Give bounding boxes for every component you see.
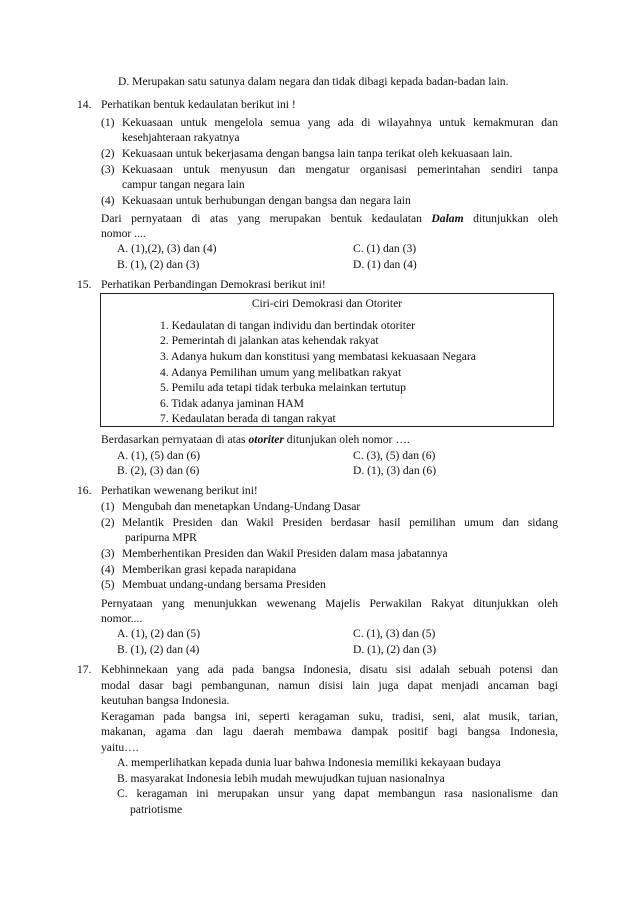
q16-item-2-text-cont: paripurna MPR bbox=[125, 531, 197, 544]
q15-number: 15. bbox=[77, 278, 92, 291]
q14-number: 14. bbox=[77, 98, 92, 111]
q14-option-a: A. (1),(2), (3) dan (4) bbox=[117, 242, 217, 255]
q14-item-2-text: Kekuasaan untuk bekerjasama dengan bangsa lain tanpa terikat oleh kekuasaan lain. bbox=[122, 147, 513, 160]
q16-item-4-number: (4) bbox=[101, 563, 115, 576]
q15-table-item-4: 4. Adanya Pemilihan umum yang melibatkan rakyat bbox=[160, 366, 402, 379]
q16-item-2-text: Melantik Presiden dan Wakil Presiden berdasar hasil pemilihan umum dan sidang bbox=[122, 516, 558, 529]
q16-item-3-text: Memberhentikan Presiden dan Wakil Presiden dalam masa jabatannya bbox=[122, 547, 448, 560]
q16-item-5-number: (5) bbox=[101, 578, 115, 591]
q15-question-emphasis: otoriter bbox=[248, 433, 284, 446]
q14-item-4-text: Kekuasaan untuk berhubungan dengan bangsa dan negara lain bbox=[122, 194, 411, 207]
q17-para2-line3: yaitu…. bbox=[101, 741, 139, 754]
q17-number: 17. bbox=[77, 663, 92, 676]
q14-item-1-text-cont: kesehjahteraan rakyatnya bbox=[122, 131, 240, 144]
q15-option-d: D. (1), (3) dan (6) bbox=[353, 464, 437, 477]
q16-item-1-number: (1) bbox=[101, 500, 115, 513]
q16-option-b: B. (1), (2) dan (4) bbox=[117, 643, 200, 656]
q14-option-b: B. (1), (2) dan (3) bbox=[117, 258, 200, 271]
q13-option-d: D. Merupakan satu satunya dalam negara dan tidak dibagi kepada badan-badan lain. bbox=[118, 75, 509, 88]
q16-item-2-number: (2) bbox=[101, 516, 115, 529]
q17-option-a: A. memperlihatkan kepada dunia luar bahwa Indonesia memiliki kekayaan budaya bbox=[117, 756, 501, 769]
q16-item-4-text: Memberikan grasi kepada narapidana bbox=[122, 563, 297, 576]
q15-stem: Perhatikan Perbandingan Demokrasi berikut ini! bbox=[101, 278, 326, 291]
q15-option-c: C. (3), (5) dan (6) bbox=[353, 449, 436, 462]
q14-option-d: D. (1) dan (4) bbox=[353, 258, 417, 271]
q14-question-emphasis: Dalam bbox=[431, 212, 464, 225]
q15-table-item-7: 7. Kedaulatan berada di tangan rakyat bbox=[160, 412, 336, 425]
q14-option-c: C. (1) dan (3) bbox=[353, 242, 417, 255]
q16-option-c: C. (1), (3) dan (5) bbox=[353, 627, 436, 640]
q15-table-item-2: 2. Pemerintah di jalankan atas kehendak rakyat bbox=[160, 334, 379, 347]
q16-item-5-text: Membuat undang-undang bersama Presiden bbox=[122, 578, 326, 591]
q15-comparison-table bbox=[100, 293, 554, 427]
q15-table-item-5: 5. Pemilu ada tetapi tidak terbuka melainkan tertutup bbox=[160, 381, 406, 394]
q16-question-cont: nomor.... bbox=[101, 612, 143, 625]
q14-item-1-text: Kekuasaan untuk mengelola semua yang ada di wilayahnya untuk kemakmuran dan bbox=[122, 116, 558, 129]
q14-item-2-number: (2) bbox=[101, 147, 115, 160]
q17-para1-line2: modal dasar bagi pembangunan, namun disisi lain juga dapat menjadi ancaman bagi bbox=[101, 679, 558, 692]
q14-stem: Perhatikan bentuk kedaulatan berikut ini ! bbox=[101, 98, 296, 111]
q16-option-d: D. (1), (2) dan (3) bbox=[353, 643, 437, 656]
q14-question: Dari pernyataan di atas yang merupakan bentuk kedaulatan Dalam ditunjukkan oleh bbox=[101, 212, 558, 225]
q14-item-3-text: Kekuasaan untuk menyusun dan mengatur organisasi pemerintahan sendiri tanpa bbox=[122, 163, 558, 176]
q17-para1-line3: keutuhan bangsa Indonesia. bbox=[101, 694, 230, 707]
q17-option-c: C. keragaman ini merupakan unsur yang dapat membangun rasa nasionalisme dan bbox=[117, 787, 558, 800]
q17-para1-line1: Kebhinnekaan yang ada pada bangsa Indonesia, disatu sisi adalah sebuah potensi dan bbox=[101, 663, 558, 676]
q15-option-b: B. (2), (3) dan (6) bbox=[117, 464, 200, 477]
q15-table-title: Ciri-ciri Demokrasi dan Otoriter bbox=[251, 297, 403, 310]
q16-option-a: A. (1), (2) dan (5) bbox=[117, 627, 201, 640]
q17-para2-line1: Keragaman pada bangsa ini, seperti keragaman suku, tradisi, seni, alat musik, tarian, bbox=[101, 710, 558, 723]
q16-stem: Perhatikan wewenang berikut ini! bbox=[101, 484, 258, 497]
q17-option-c-cont: patriotisme bbox=[130, 803, 183, 816]
q15-table-item-6: 6. Tidak adanya jaminan HAM bbox=[160, 397, 304, 410]
q16-item-3-number: (3) bbox=[101, 547, 115, 560]
q17-option-b: B. masyarakat Indonesia lebih mudah mewujudkan tujuan nasionalnya bbox=[117, 772, 445, 785]
q14-item-3-text-cont: campur tangan negara lain bbox=[122, 178, 245, 191]
q14-item-4-number: (4) bbox=[101, 194, 115, 207]
q16-question: Pernyataan yang menunjukkan wewenang Majelis Perwakilan Rakyat ditunjukkan oleh bbox=[101, 597, 558, 610]
q15-option-a: A. (1), (5) dan (6) bbox=[117, 449, 201, 462]
q14-item-1-number: (1) bbox=[101, 116, 115, 129]
q15-table-item-1: 1. Kedaulatan di tangan individu dan bertindak otoriter bbox=[160, 319, 415, 332]
q16-item-1-text: Mengubah dan menetapkan Undang-Undang Dasar bbox=[122, 500, 361, 513]
q17-para2-line2: makanan, agama dan lagu daerah membawa dampak positif bagi bangsa Indonesia, bbox=[101, 725, 558, 738]
q15-question: Berdasarkan pernyataan di atas otoriter ditunjukan oleh nomor …. bbox=[101, 433, 410, 446]
q14-question-cont: nomor .... bbox=[101, 227, 146, 240]
q14-item-3-number: (3) bbox=[101, 163, 115, 176]
q15-table-item-3: 3. Adanya hukum dan konstitusi yang membatasi kekuasaan Negara bbox=[160, 350, 476, 363]
q16-number: 16. bbox=[77, 484, 92, 497]
